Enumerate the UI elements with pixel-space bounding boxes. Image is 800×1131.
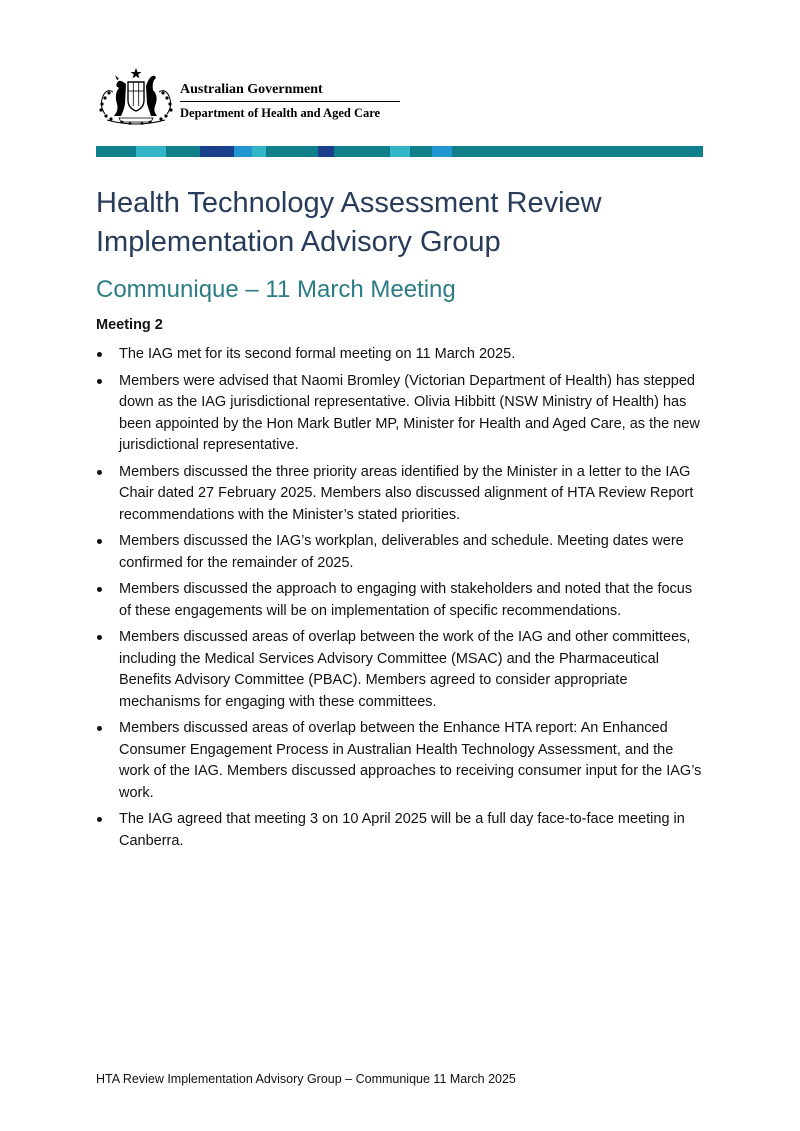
color-band-segment <box>200 146 234 157</box>
bullet-list <box>96 344 706 857</box>
list-item: The IAG agreed that meeting 3 on 10 April 2025 will be a full day face-to-face meeting in Canberra. <box>96 809 706 852</box>
color-band-segment <box>234 146 252 157</box>
color-band-segment <box>318 146 334 157</box>
list-item: Members discussed the three priority areas identified by the Minister in a letter to the IAG Chair dated 27 February 2025. Members also discussed alignment of HTA Review Report recommendations with the Minister’s stated priorities. <box>96 462 706 527</box>
bullet-icon <box>97 635 102 640</box>
page-subtitle: Communique – 11 March Meeting <box>96 276 456 303</box>
bullet-icon <box>97 379 102 384</box>
bullet-icon <box>97 587 102 592</box>
list-item: Members were advised that Naomi Bromley (Victorian Department of Health) has stepped down as the IAG jurisdictional representative. Olivia Hibbitt (NSW Ministry of Health) has been appointed by the Hon Mark Butler MP, Minister for Health and Aged Care, as the new jurisdictional representative. <box>96 371 706 457</box>
bullet-icon <box>97 352 102 357</box>
logo-divider <box>180 101 400 102</box>
government-name: Australian Government <box>180 82 323 97</box>
color-band-segment <box>166 146 200 157</box>
department-name: Department of Health and Aged Care <box>180 106 381 120</box>
page-footer: HTA Review Implementation Advisory Group – Communique 11 March 2025 <box>96 1072 516 1086</box>
color-band <box>96 146 703 157</box>
color-band-segment <box>410 146 432 157</box>
color-band-segment <box>334 146 390 157</box>
list-item: Members discussed the approach to engaging with stakeholders and noted that the focus of these engagements will be on implementation of specific recommendations. <box>96 579 706 622</box>
bullet-icon <box>97 470 102 475</box>
color-band-segment <box>452 146 703 157</box>
list-item: Members discussed the IAG’s workplan, deliverables and schedule. Meeting dates were confirmed for the remainder of 2025. <box>96 531 706 574</box>
government-logo <box>97 66 407 130</box>
section-heading: Meeting 2 <box>96 317 163 333</box>
page-title <box>96 184 716 262</box>
color-band-segment <box>266 146 318 157</box>
bullet-icon <box>97 539 102 544</box>
color-band-segment <box>96 146 136 157</box>
color-band-segment <box>252 146 266 157</box>
title-line-1: Health Technology Assessment Review <box>96 187 602 219</box>
list-item: Members discussed areas of overlap between the Enhance HTA report: An Enhanced Consumer Engagement Process in Australian Health Technology Assessment, and the work of the IAG. Members discussed approaches to receiving consumer input for the IAG’s work. <box>96 718 706 804</box>
title-line-2: Implementation Advisory Group <box>96 226 501 258</box>
list-item: The IAG met for its second formal meeting on 11 March 2025. <box>96 344 706 366</box>
color-band-segment <box>136 146 166 157</box>
coat-of-arms-icon <box>97 66 175 126</box>
color-band-segment <box>432 146 452 157</box>
color-band-segment <box>390 146 410 157</box>
bullet-icon <box>97 726 102 731</box>
bullet-icon <box>97 817 102 822</box>
list-item: Members discussed areas of overlap between the work of the IAG and other committees, including the Medical Services Advisory Committee (MSAC) and the Pharmaceutical Benefits Advisory Committee (PBAC). Members agreed to consider appropriate mechanisms for engaging with these committees. <box>96 627 706 713</box>
